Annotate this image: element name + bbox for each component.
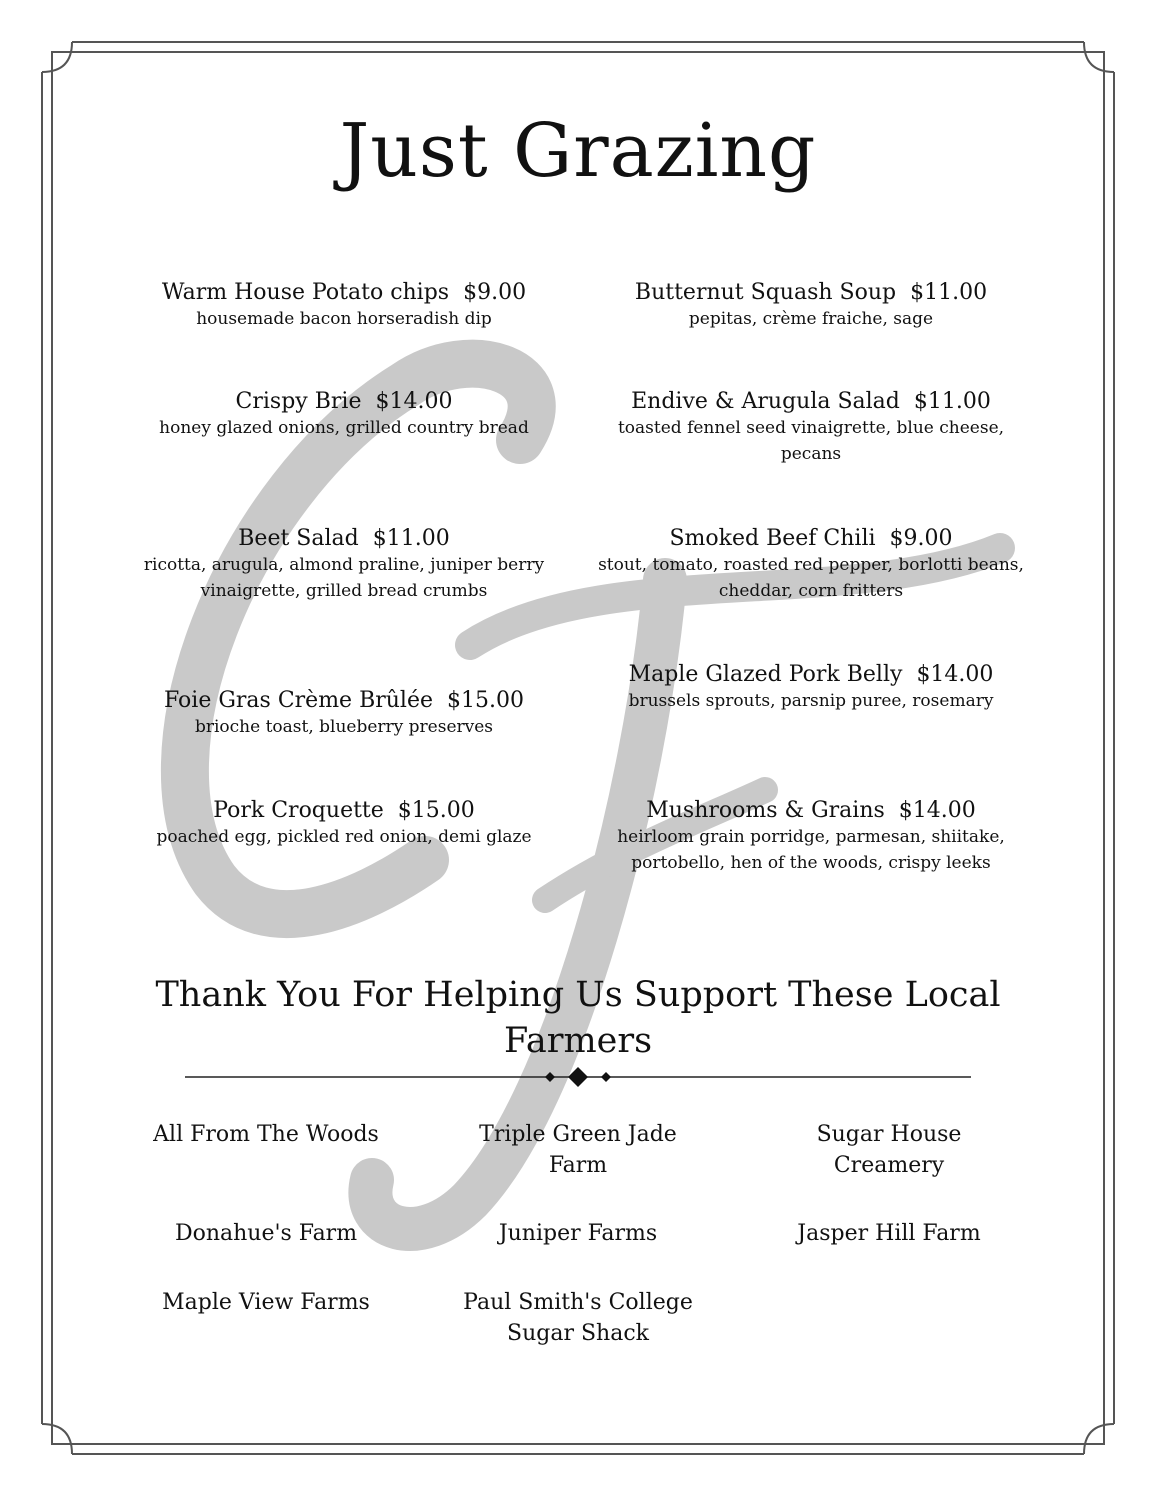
item-description: pepitas, crème fraiche, sage [688,309,934,329]
item-price: $15.00 [397,798,475,823]
menu-item [591,661,1031,714]
item-description: ricotta, arugula, almond praline, juniper berry vinaigrette, grilled bread crumbs [143,555,545,601]
item-price: $14.00 [375,389,453,414]
menu-item [124,687,564,740]
menu-item [591,279,1031,332]
item-name: Beet Salad [238,526,359,551]
item-name: Endive & Arugula Salad [631,389,900,414]
item-description: stout, tomato, roasted red pepper, borlotti beans, cheddar, corn fritters [598,555,1024,601]
menu-item [124,525,564,604]
menu-item [124,279,564,332]
ornamental-divider [185,1066,971,1088]
divider-diamond-right [601,1072,611,1082]
item-price: $11.00 [372,526,450,551]
divider-diamond-left [545,1072,555,1082]
farmers-heading: Thank You For Helping Us Support These Local Farmers [155,975,1001,1061]
item-description: brioche toast, blueberry preserves [194,717,494,737]
farmer-name: Paul Smith's College Sugar Shack [463,1290,693,1346]
item-price: $11.00 [910,280,988,305]
farmer-name: Jasper Hill Farm [797,1221,981,1246]
item-description: toasted fennel seed vinaigrette, blue cheese, pecans [617,418,1005,464]
farmer-name: Triple Green Jade Farm [479,1122,677,1178]
menu-item [124,388,564,441]
menu-item [591,388,1031,467]
menu-item [124,797,564,850]
item-name: Crispy Brie [235,389,362,414]
item-price: $14.00 [916,662,994,687]
item-price: $9.00 [463,280,527,305]
item-name: Butternut Squash Soup [634,280,897,305]
item-description: housemade bacon horseradish dip [196,309,492,329]
farmer-name: Maple View Farms [162,1290,370,1315]
farmer-name: Sugar House Creamery [816,1122,962,1178]
item-name: Foie Gras Crème Brûlée [163,688,434,713]
item-name: Smoked Beef Chili [669,526,876,551]
item-price: $15.00 [447,688,524,713]
menu-title: Just Grazing [339,108,817,194]
item-description: honey glazed onions, grilled country bread [159,418,529,438]
farmer-name: All From The Woods [153,1122,379,1147]
menu-item [591,525,1031,604]
item-description: brussels sprouts, parsnip puree, rosemary [628,691,994,711]
divider-diamond-large [568,1067,588,1087]
item-description: poached egg, pickled red onion, demi glaze [156,827,532,847]
item-price: $9.00 [889,526,953,551]
item-name: Pork Croquette [213,798,384,823]
item-description: heirloom grain porridge, parmesan, shiitake, portobello, hen of the woods, crispy leeks [617,827,1005,873]
menu-item [591,797,1031,876]
farmer-name: Donahue's Farm [174,1221,358,1246]
item-name: Maple Glazed Pork Belly [628,662,903,687]
farmer-name: Juniper Farms [498,1221,658,1246]
item-name: Warm House Potato chips [161,280,450,305]
item-price: $11.00 [913,389,991,414]
item-price: $14.00 [898,798,976,823]
item-name: Mushrooms & Grains [646,798,885,823]
